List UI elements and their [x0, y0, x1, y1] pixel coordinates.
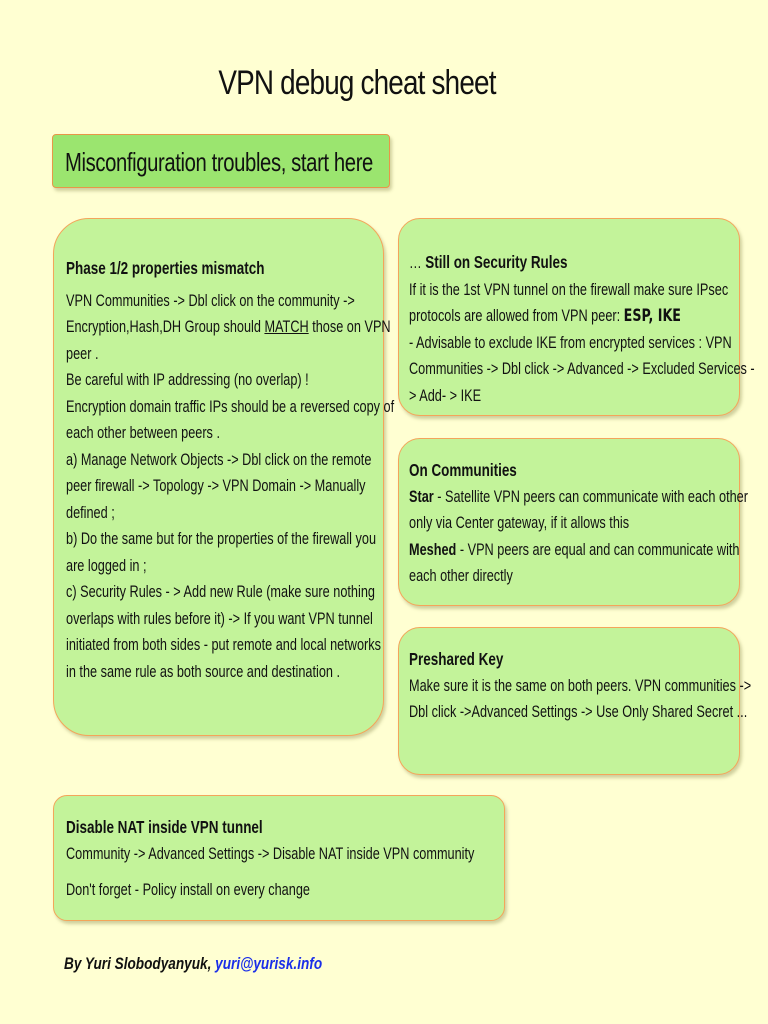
security-line: If it is the 1st VPN tunnel on the firewall make sure IPsec [409, 280, 729, 299]
start-here-banner [52, 134, 390, 188]
disable-nat-panel [53, 795, 505, 921]
security-rules-panel [398, 218, 755, 416]
phase-line: overlaps with rules before it) -> If you want VPN tunnel [66, 609, 373, 628]
author-email-link[interactable]: yuri@yurisk.info [215, 954, 323, 973]
phase-line: in the same rule as both source and destination . [66, 662, 341, 681]
communities-heading: On Communities [409, 460, 517, 480]
match-emphasis: MATCH [264, 318, 309, 336]
nat-line: Community -> Advanced Settings -> Disable NAT inside VPN community [66, 844, 475, 863]
protocols-emphasis: ESP, IKE [623, 306, 681, 325]
page-title: VPN debug cheat sheet [218, 64, 496, 102]
phase-line: each other between peers . [66, 424, 220, 442]
phase-line: b) Do the same but for the properties of the firewall you [66, 530, 377, 548]
preshared-heading: Preshared Key [409, 649, 504, 669]
phase-mismatch-panel [53, 218, 395, 736]
communities-line: only via Center gateway, if it allows this [409, 514, 630, 532]
preshared-key-panel [398, 627, 752, 775]
security-heading: … Still on Security Rules [409, 252, 568, 272]
nat-heading: Disable NAT inside VPN tunnel [66, 817, 263, 837]
nat-line: Don't forget - Policy install on every change [66, 881, 310, 899]
communities-line: Meshed - VPN peers are equal and can communicate with [409, 540, 740, 559]
author-credit [64, 954, 322, 974]
phase-line: are logged in ; [66, 556, 147, 575]
preshared-line: Make sure it is the same on both peers. VPN communities -> [409, 676, 752, 695]
banner-text: Misconfiguration troubles, start here [65, 147, 373, 177]
phase-line: Encryption domain traffic IPs should be a reversed copy of [66, 397, 395, 416]
communities-line: Star - Satellite VPN peers can communicate with each other [409, 487, 748, 506]
phase-line: defined ; [66, 503, 115, 522]
phase-line: c) Security Rules - > Add new Rule (make sure nothing [66, 583, 375, 601]
preshared-line: Dbl click ->Advanced Settings -> Use Only Shared Secret ... [409, 703, 748, 721]
phase-line: Be careful with IP addressing (no overlap) ! [66, 371, 309, 389]
communities-line: each other directly [409, 567, 513, 585]
security-line: protocols are allowed from VPN peer: ESP, IKE [409, 306, 681, 325]
phase-line: Encryption,Hash,DH Group should MATCH those on VPN [66, 318, 391, 336]
communities-panel [398, 438, 748, 606]
phase-line: peer . [66, 344, 99, 363]
phase-heading: Phase 1/2 properties mismatch [66, 258, 265, 278]
phase-line: initiated from both sides - put remote and local networks [66, 636, 381, 654]
security-line: Communities -> Dbl click -> Advanced -> Excluded Services - [409, 360, 755, 378]
security-line: - Advisable to exclude IKE from encrypted services : VPN [409, 333, 732, 352]
phase-line: peer firewall -> Topology -> VPN Domain -> Manually [66, 477, 366, 495]
author-name: By Yuri Slobodyanyuk, [64, 954, 216, 973]
security-line: > Add- > IKE [409, 386, 482, 405]
phase-line: a) Manage Network Objects -> Dbl click on the remote [66, 450, 372, 469]
phase-line: VPN Communities -> Dbl click on the community -> [66, 291, 355, 310]
